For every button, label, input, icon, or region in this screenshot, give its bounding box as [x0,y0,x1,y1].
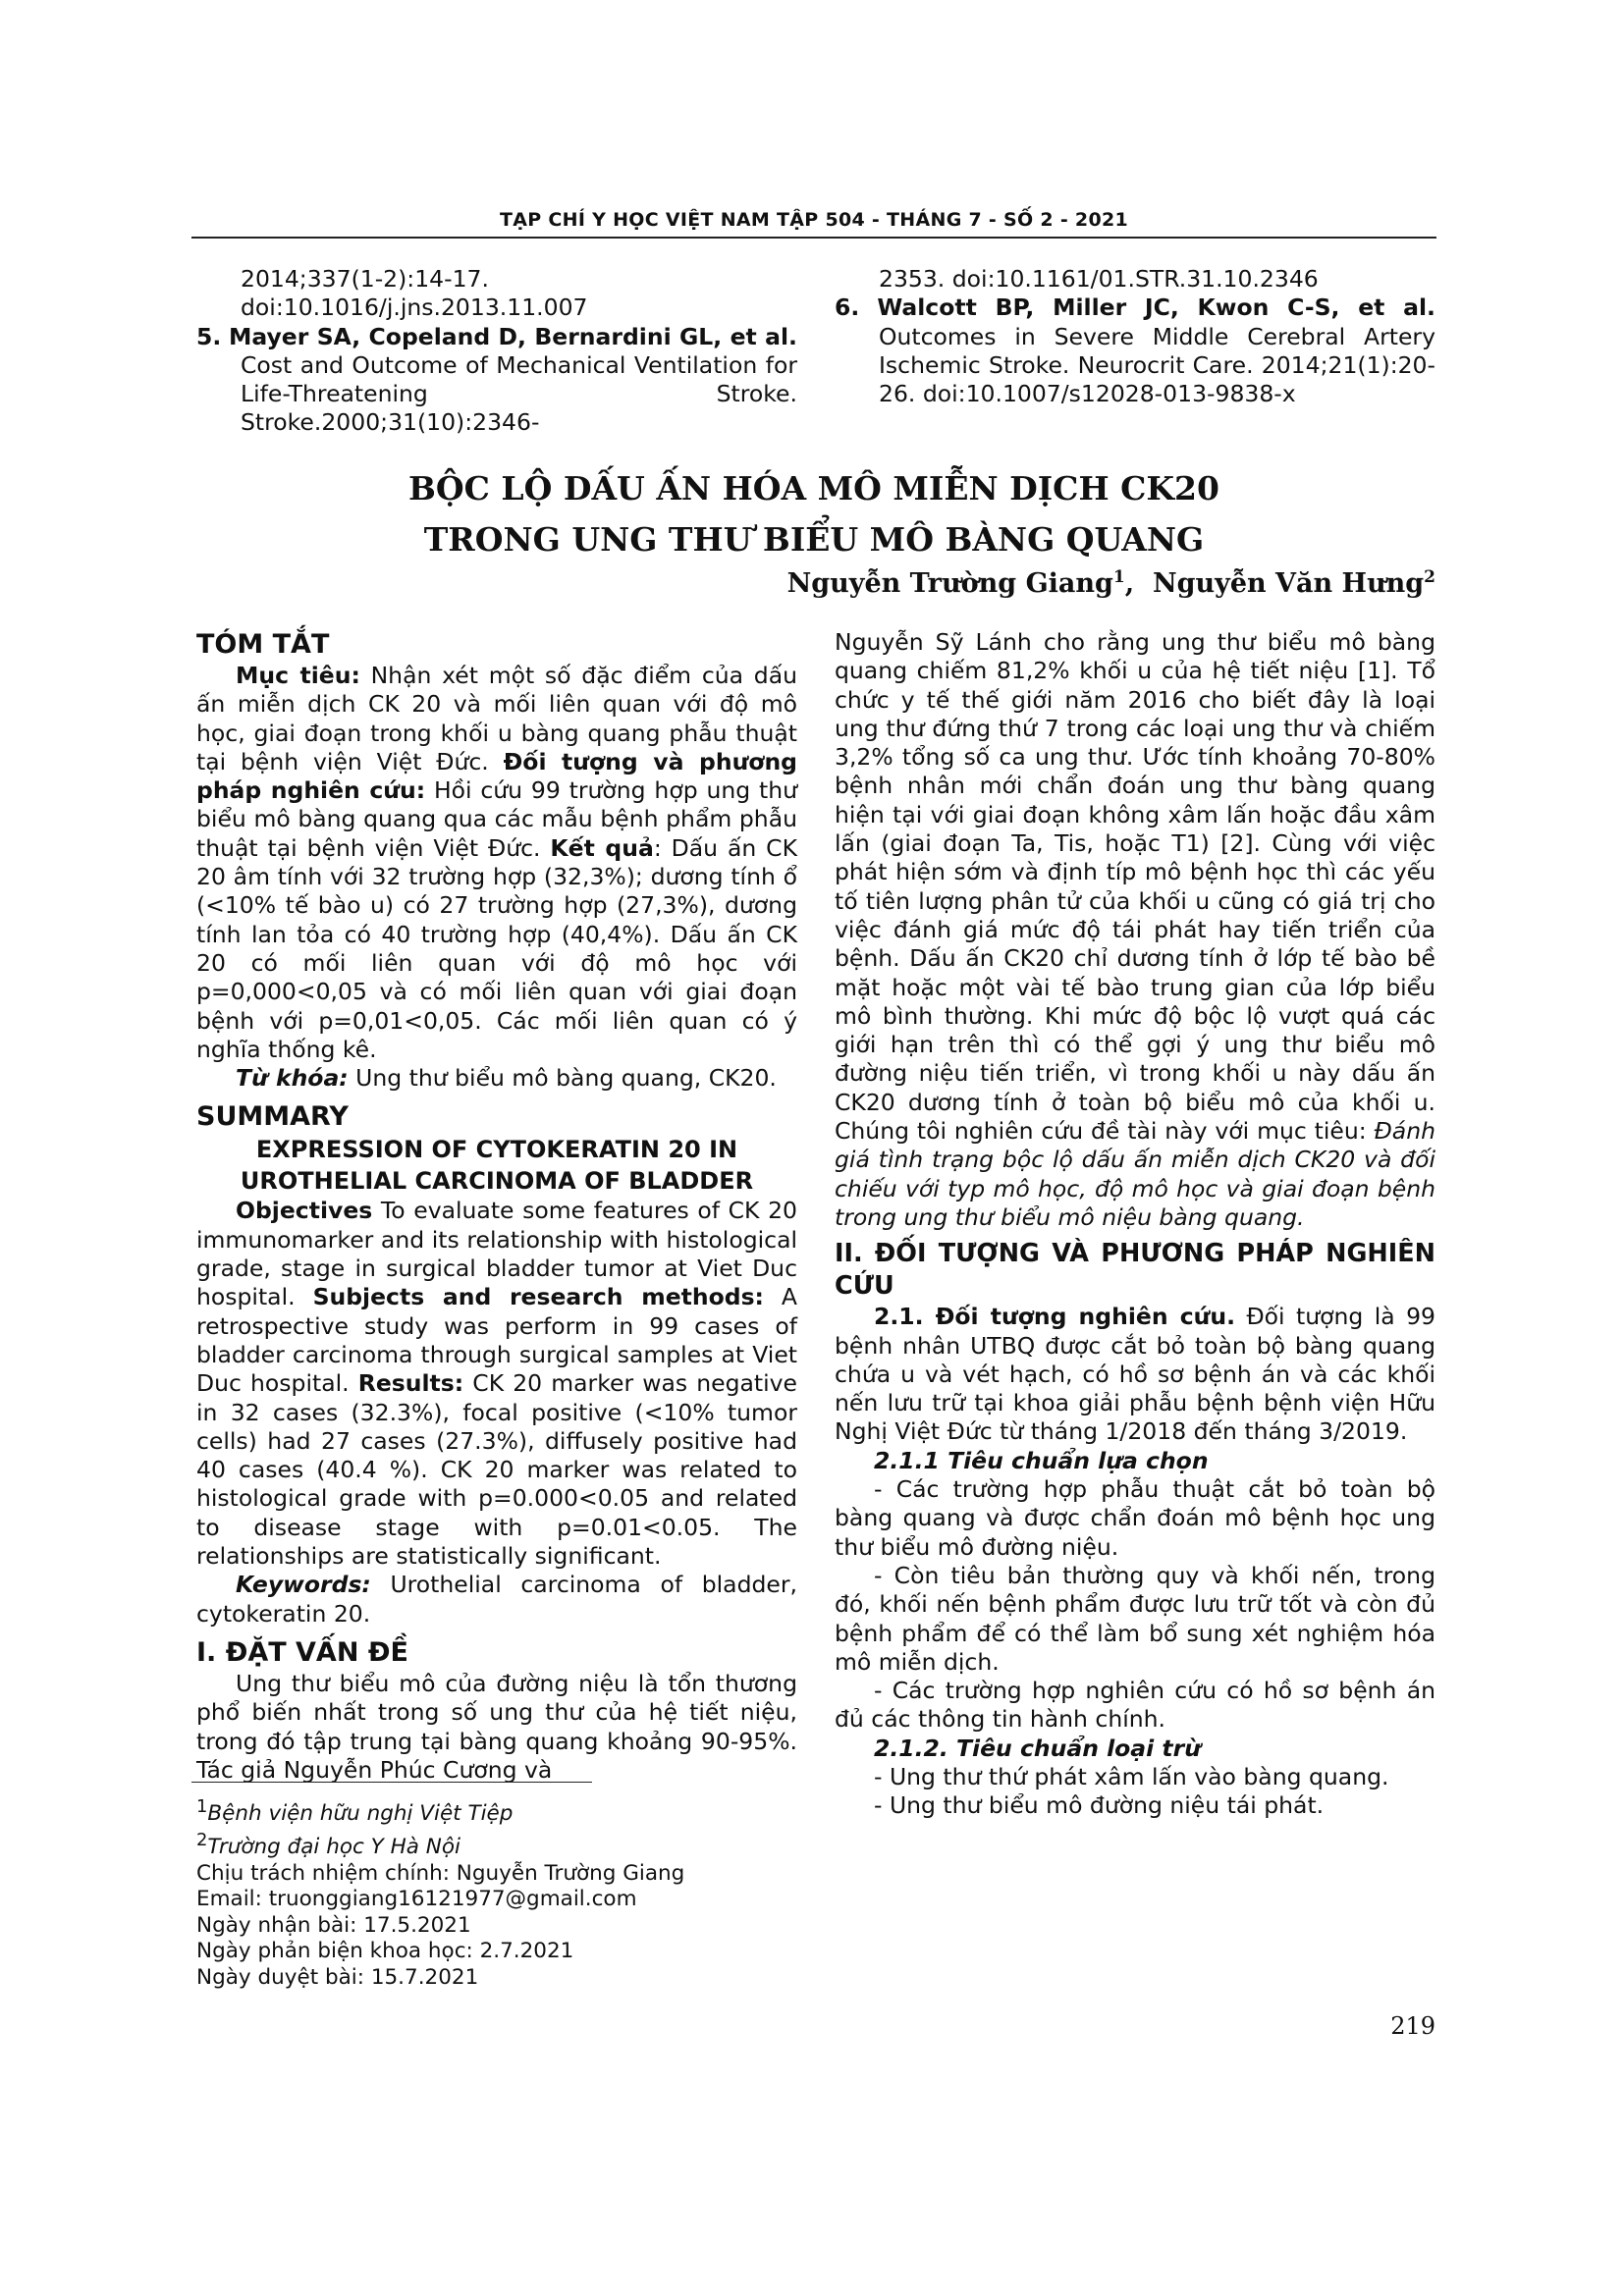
section212-bullet-2: - Ung thư biểu mô đường niệu tái phát. [874,1791,1325,1820]
author-1: Nguyễn Trường Giang [786,568,1113,599]
summary-heading: SUMMARY [196,1101,349,1133]
keywords-paragraph [196,1571,797,1629]
objectives-label: Objectives [236,1197,373,1225]
section21-text: Đối tượng là 99 bệnh nhân UTBQ được cắt bỏ toàn bộ bàng quang chứa u và vét hạch, có hồ sơ bệnh án và các khối nến lưu trữ tại khoa giải phẫu bệnh bệnh viện Hữu Nghị Việt Đức từ tháng 1/2018 đến tháng 3/2019. [835,1303,1435,1446]
footnotes [196,1794,684,1991]
footnote-1-mark: 1 [196,1796,208,1817]
section1-heading: I. ĐẶT VẤN ĐỀ [196,1636,408,1668]
ref5-cont: 2353. doi:10.1161/01.STR.31.10.2346 [879,265,1319,293]
footnote-2-text: Trường đại học Y Hà Nội [207,1834,461,1859]
section21-label: 2.1. Đối tượng nghiên cứu. [874,1303,1236,1331]
section212-bullet-1: - Ung thư thứ phát xâm lấn vào bàng quang. [874,1762,1389,1790]
keywords-text: Urothelial carcinoma of bladder, cytokeratin 20. [196,1571,797,1628]
author-separator: , [1124,568,1153,599]
section1-text: Nguyễn Sỹ Lánh cho rằng ung thư biểu mô bàng quang chiếm 81,2% khối u của hệ tiết niệu [1]. Tổ chức y tế thế giới năm 2016 cho biết đây là loại ung thư đứng thứ 7 trong các loại ung thư và chiếm 3,2% tổng số ca ung thư. Ước tính khoảng 70-80% bệnh nhân mới chẩn đoán ung thư bàng quang hiện tại với giai đoạn không xâm lấn hoặc đầu xâm lấn (giai đoạn Ta, Tis, hoặc T1) [2]. Cùng với việc phát hiện sớm và định típ mô bệnh học thì các yếu tố tiên lượng phân tử của khối u cũng có giá trị cho việc đánh giá mức độ tái phát hay tiến triển của bệnh. Dấu ấn CK20 chỉ dương tính ở lớp tế bào bề mặt hoặc một vài tế bào trung gian của lớp biểu mô bình thường. Khi mức độ bộc lộ vượt quá các giới hạn trên thì có thể gợi ý ung thư biểu mô đường niệu tiến triển, vì trong khối u này dấu ấn CK20 dương tính ở toàn bộ biểu mô của khối u. Chúng tôi nghiên cứu đề tài này với mục tiêu: [835,628,1435,1146]
section211-bullet-1: - Các trường hợp phẫu thuật cắt bỏ toàn bộ bàng quang và được chẩn đoán mô bệnh học ung thư biểu mô đường niệu. [835,1475,1435,1561]
footnote-2 [196,1828,684,1861]
objectives-text: To evaluate some features of CK 20 immunomarker and its relationship with histological grade, stage in surgical bladder tumor at Viet Duc hospital. [196,1197,797,1311]
footnote-reviewed: Ngày phản biện khoa học: 2.7.2021 [196,1939,574,1964]
subjects-text: A retrospective study was perform in 99 cases of bladder carcinoma through surgical samples at Viet Duc hospital. [196,1283,798,1398]
ketqua-text: : Dấu ấn CK 20 âm tính với 32 trường hợp (32,3%); dương tính ổ (<10% tế bào u) có 27 trường hợp (27,3%), dương tính lan tỏa có 40 trường hợp (40,4%). Dấu ấn CK 20 có mối liên quan với độ mô học với p=0,000<0,05 và có mối liên quan với giai đoạn bệnh với p=0,01<0,05. Các mối liên quan có ý nghĩa thống kê. [196,833,797,1063]
ref5-authors: Mayer SA, Copeland D, Bernardini GL, et al. [228,322,797,350]
footnote-1-text: Bệnh viện hữu nghị Việt Tiệp [207,1801,514,1827]
summary-paragraph [196,1197,797,1571]
section212-heading: 2.1.2. Tiêu chuẩn loại trừ [874,1734,1201,1762]
ref4-cont-line2: doi:10.1016/j.jns.2013.11.007 [241,294,588,322]
footnote-rule [191,1782,592,1783]
right-column [835,628,1435,1821]
section1-paragraph-cont [835,628,1435,1232]
muctieu-text: Nhận xét một số đặc điểm của dấu ấn miễn dịch CK 20 và mối liên quan với độ mô học, giai đoạn trong khối u bàng quang phẫu thuật tại bệnh viện Việt Đức. [196,662,797,775]
ref6 [835,294,1435,408]
ref5 [196,323,797,438]
header-rule [191,237,1436,239]
authors [787,567,1435,599]
section211-bullet-3: - Các trường hợp nghiên cứu có hồ sơ bệnh án đủ các thông tin hành chính. [835,1677,1435,1734]
tukhoa-text: Ung thư biểu mô bàng quang, CK20. [348,1064,777,1093]
journal-header: TẠP CHÍ Y HỌC VIỆT NAM TẬP 504 - THÁNG 7 - SỐ 2 - 2021 [499,209,1129,231]
doituong-label: Đối tượng và phương pháp nghiên cứu: [196,747,798,805]
tukhoa-paragraph [196,1064,797,1093]
ref6-number: 6. [835,294,860,322]
references-right [835,265,1435,408]
footnote-1 [196,1794,684,1828]
section2-heading: II. ĐỐI TƯỢNG VÀ PHƯƠNG PHÁP NGHIÊN CỨU [835,1239,1435,1302]
ref6-text: Outcomes in Severe Middle Cerebral Artery Ischemic Stroke. Neurocrit Care. 2014;21(1):20-26. doi:10.1007/s12028-013-9838-x [879,322,1435,408]
author-2: Nguyễn Văn Hưng [1152,568,1425,599]
keywords-label: Keywords: [236,1571,371,1599]
muctieu-label: Mục tiêu: [236,662,360,689]
summary-title-line-1: EXPRESSION OF CYTOKERATIN 20 IN [255,1136,738,1164]
author-2-affil: 2 [1424,567,1435,587]
ref5-text: Cost and Outcome of Mechanical Ventilation for Life-Threatening Stroke. Stroke.2000;31(10):2346- [241,350,797,437]
tomtat-heading: TÓM TẮT [196,629,330,660]
footnote-2-mark: 2 [196,1829,208,1850]
footnote-corresponding: Chịu trách nhiệm chính: Nguyễn Trường Giang [196,1860,685,1886]
section21-paragraph [835,1303,1435,1446]
doituong-text: Hồi cứu 99 trường hợp ung thư biểu mô bàng quang qua các mẫu bệnh phẩm phẫu thuật tại bệnh viện Việt Đức. [196,776,797,862]
footnote-received: Ngày nhận bài: 17.5.2021 [196,1912,471,1938]
page-number: 219 [1390,2012,1435,2040]
tomtat-paragraph [196,662,797,1064]
left-column [196,628,797,1785]
references-left [196,265,797,438]
section1-paragraph-start: Ung thư biểu mô của đường niệu là tổn thương phổ biến nhất trong số ung thư của hệ tiết niệu, trong đó tập trung tại bàng quang khoảng 90-95%. Tác giả Nguyễn Phúc Cương và [196,1669,797,1784]
article-title [191,463,1436,565]
footnote-accepted: Ngày duyệt bài: 15.7.2021 [196,1964,479,1990]
ketqua-label: Kết quả [550,833,654,862]
results-text: CK 20 marker was negative in 32 cases (32.3%), focal positive (<10% tumor cells) had 27 cases (27.3%), diffusely positive had 40 cases (40.4 %). CK 20 marker was related to histological grade with p=0.000<0.05 and related to disease stage with p=0.01<0.05. The relationships are statistically significant. [196,1369,797,1571]
tukhoa-label: Từ khóa: [236,1064,349,1093]
section1-goal: Đánh giá tình trạng bộc lộ dấu ấn miễn dịch CK20 và đối chiếu với typ mô học, độ mô học và giai đoạn bệnh trong ung thư biểu mô niệu bàng quang. [835,1117,1435,1231]
title-line-1: BỘC LỘ DẤU ẤN HÓA MÔ MIỄN DỊCH CK20 [408,469,1219,507]
section211-heading: 2.1.1 Tiêu chuẩn lựa chọn [874,1446,1209,1474]
footnote-email: Email: truonggiang16121977@gmail.com [196,1887,637,1912]
summary-title-line-2: UROTHELIAL CARCINOMA OF BLADDER [240,1167,754,1196]
section211-bullet-2: - Còn tiêu bản thường quy và khối nến, trong đó, khối nến bệnh phẩm được lưu trữ tốt và còn đủ bệnh phẩm để có thể làm bổ sung xét nghiệm hóa mô miễn dịch. [835,1561,1435,1676]
subjects-label: Subjects and research methods: [312,1283,764,1311]
author-1-affil: 1 [1112,567,1125,587]
title-line-2: TRONG UNG THƯ BIỂU MÔ BÀNG QUANG [423,520,1205,559]
ref5-number: 5. [196,322,222,350]
ref6-authors: Walcott BP, Miller JC, Kwon C-S, et al. [877,294,1435,322]
ref4-cont-line1: 2014;337(1-2):14-17. [241,265,489,293]
results-label: Results: [357,1369,464,1398]
